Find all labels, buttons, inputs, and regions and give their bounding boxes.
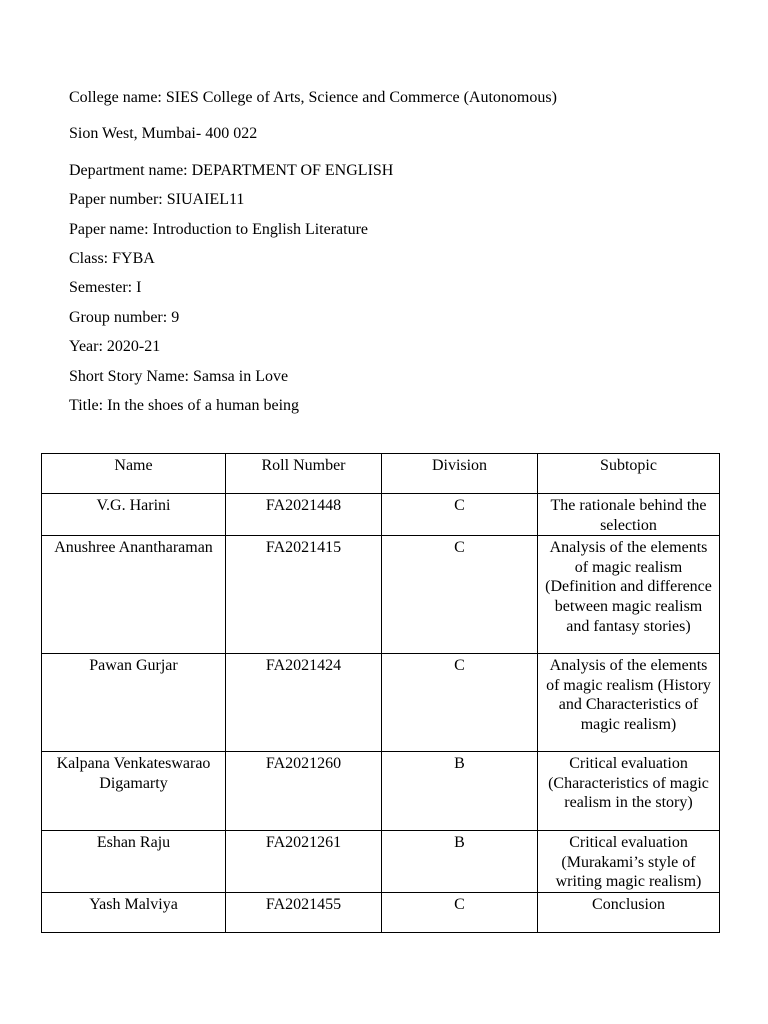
table-header-row — [42, 454, 720, 494]
paper-name: Paper name: Introduction to English Literature — [69, 221, 369, 238]
short-story-name: Short Story Name: Samsa in Love — [69, 368, 289, 385]
table-row — [42, 536, 720, 654]
paper-number: Paper number: SIUAIEL11 — [69, 191, 245, 208]
semester-info: Semester: I — [69, 279, 142, 296]
cell-division: C — [382, 892, 538, 932]
table-row — [42, 752, 720, 831]
cell-division: C — [382, 494, 538, 536]
table-row — [42, 831, 720, 893]
cell-name: Kalpana Venkateswarao Digamarty — [42, 752, 226, 831]
cell-subtopic: Conclusion — [538, 892, 720, 932]
table-row — [42, 654, 720, 752]
document-title: Title: In the shoes of a human being — [69, 397, 300, 414]
cell-name: Pawan Gurjar — [42, 654, 226, 752]
cell-roll-number: FA2021448 — [226, 494, 382, 536]
cell-division: C — [382, 654, 538, 752]
cell-roll-number: FA2021415 — [226, 536, 382, 654]
column-header-roll-number: Roll Number — [226, 454, 382, 494]
cell-name: Yash Malviya — [42, 892, 226, 932]
group-table-container — [41, 453, 720, 933]
column-header-subtopic: Subtopic — [538, 454, 720, 494]
year-info: Year: 2020-21 — [69, 338, 161, 355]
cell-name: Eshan Raju — [42, 831, 226, 893]
cell-subtopic: Analysis of the elements of magic realism (History and Characteristics of magic realism) — [538, 654, 720, 752]
college-name: College name: SIES College of Arts, Science and Commerce (Autonomous) — [69, 89, 557, 106]
department-name: Department name: DEPARTMENT OF ENGLISH — [69, 162, 394, 179]
cell-division: C — [382, 536, 538, 654]
cell-roll-number: FA2021455 — [226, 892, 382, 932]
column-header-division: Division — [382, 454, 538, 494]
group-number: Group number: 9 — [69, 309, 180, 326]
college-address: Sion West, Mumbai- 400 022 — [69, 125, 258, 142]
cell-subtopic: Analysis of the elements of magic realism (Definition and difference between magic realism and fantasy stories) — [538, 536, 720, 654]
cell-subtopic: Critical evaluation (Characteristics of magic realism in the story) — [538, 752, 720, 831]
cell-roll-number: FA2021260 — [226, 752, 382, 831]
class-info: Class: FYBA — [69, 250, 155, 267]
table-row — [42, 494, 720, 536]
group-members-table — [41, 453, 720, 933]
cell-division: B — [382, 752, 538, 831]
cell-roll-number: FA2021261 — [226, 831, 382, 893]
cell-subtopic: Critical evaluation (Murakami’s style of writing magic realism) — [538, 831, 720, 893]
cell-roll-number: FA2021424 — [226, 654, 382, 752]
cell-division: B — [382, 831, 538, 893]
column-header-name: Name — [42, 454, 226, 494]
cell-subtopic: The rationale behind the selection — [538, 494, 720, 536]
cell-name: V.G. Harini — [42, 494, 226, 536]
cell-name: Anushree Anantharaman — [42, 536, 226, 654]
table-row — [42, 892, 720, 932]
